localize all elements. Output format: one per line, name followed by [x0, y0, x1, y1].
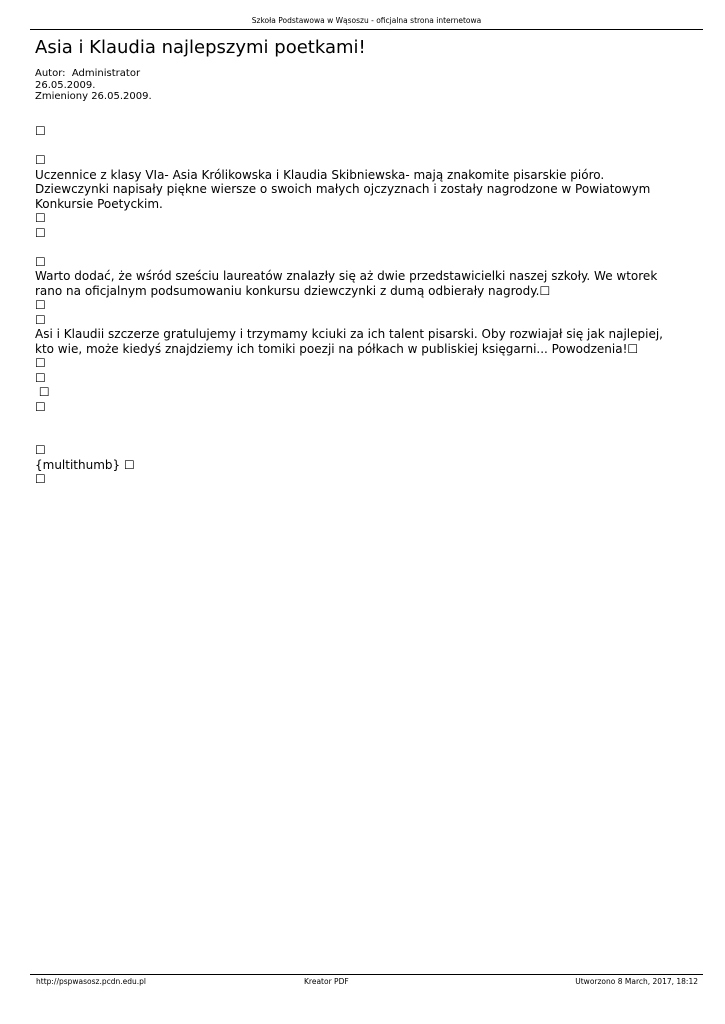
article-body	[35, 124, 695, 487]
body-line: Dziewczynki napisały piękne wiersze o swoich małych ojczyznach i zostały nagrodzone w Powiatowym	[35, 182, 651, 196]
body-line: Konkursie Poetyckim.	[35, 196, 163, 211]
body-line: ☐	[35, 225, 46, 240]
body-line: ☐	[35, 356, 46, 370]
body-line: kto wie, może kiedyś znajdziemy ich tomiki poezji na półkach w publiskiej księgarni... Powodzenia!☐	[35, 341, 639, 356]
body-line: {multithumb} ☐	[35, 457, 135, 472]
body-line: ☐	[35, 312, 46, 327]
body-line: ☐	[35, 399, 46, 414]
body-line: ☐	[35, 298, 46, 312]
blank-line	[35, 139, 695, 154]
author-line: Autor: Administrator	[35, 68, 141, 79]
body-line: ☐	[35, 443, 46, 457]
page-header: Szkoła Podstawowa w Wąsoszu - oficjalna strona internetowa	[251, 16, 482, 25]
footer-url: http://pspwasosz.pcdn.edu.pl	[36, 977, 146, 986]
article-meta	[35, 68, 152, 103]
footer-generator: Kreator PDF	[304, 977, 349, 986]
body-line: rano na oficjalnym podsumowaniu konkursu dziewczynki z dumą odbierały nagrody.☐	[35, 283, 551, 298]
modified-date: Zmieniony 26.05.2009.	[35, 91, 152, 102]
body-line: ☐	[35, 153, 46, 167]
body-line: ☐	[35, 254, 46, 269]
footer-divider	[30, 974, 703, 975]
body-line: Uczennice z klasy VIa- Asia Królikowska i Klaudia Skibniewska- mają znakomite pisarskie pióro.	[35, 167, 605, 182]
blank-line	[35, 429, 695, 444]
body-line: ☐	[35, 211, 46, 225]
blank-line	[35, 414, 695, 429]
header-divider	[30, 29, 703, 30]
body-line: ☐	[35, 472, 46, 486]
footer-created: Utworzono 8 March, 2017, 18:12	[575, 977, 698, 986]
body-line: Asi i Klaudii szczerze gratulujemy i trzymamy kciuki za ich talent pisarski. Oby rozwiajał się jak najlepiej,	[35, 327, 663, 341]
body-line: ☐	[35, 385, 50, 399]
body-line: ☐	[35, 370, 46, 385]
body-line: ☐	[35, 124, 46, 138]
body-line: Warto dodać, że wśród sześciu laureatów znalazły się aż dwie przedstawicielki naszej szkoły. We wtorek	[35, 269, 658, 283]
blank-line	[35, 240, 695, 255]
publish-date: 26.05.2009.	[35, 79, 96, 91]
article-title: Asia i Klaudia najlepszymi poetkami!	[35, 37, 366, 58]
